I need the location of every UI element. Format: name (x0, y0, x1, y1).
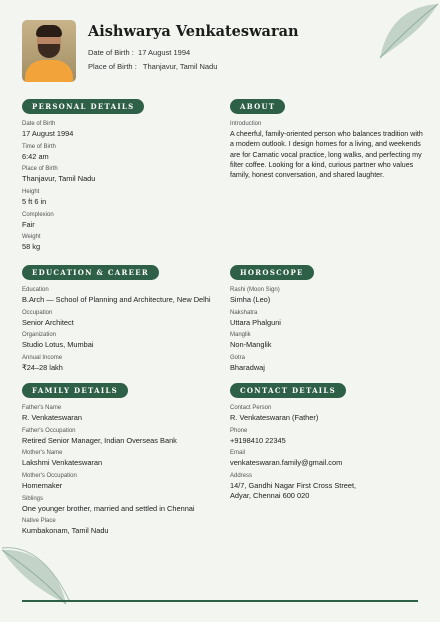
field-value: Thanjavur, Tamil Nadu (22, 174, 96, 184)
section-title-about: ABOUT (230, 99, 285, 114)
family-details-section (22, 380, 217, 541)
field-value: Fair (22, 219, 35, 229)
field-value: Kumbakonam, Tamil Nadu (22, 526, 109, 536)
field-label: Father's Name (22, 405, 62, 411)
field-label: Rashi (Moon Sign) (230, 287, 280, 293)
education-career-section (22, 262, 217, 378)
field-label: Native Place (22, 518, 56, 525)
field-label: Nakshatra (230, 309, 258, 316)
field-label: Annual Income (22, 354, 63, 361)
field-label: Contact Person (230, 405, 272, 411)
profile-photo (22, 20, 76, 82)
footer-divider (22, 600, 418, 602)
field-value: 17 August 1994 (22, 129, 74, 138)
section-title-education: EDUCATION & CAREER (22, 265, 159, 280)
field-value: Uttara Phalguni (230, 317, 281, 327)
leaf-decoration-top-icon (360, 0, 440, 70)
field-label: Email (230, 450, 246, 457)
section-title-contact: CONTACT DETAILS (230, 383, 346, 398)
field-value: B.Arch — School of Planning and Architecture, New Delhi (22, 295, 211, 304)
field-label: Phone (230, 427, 248, 434)
field-value: Senior Architect (22, 317, 74, 327)
email-value[interactable]: venkateswaran.family@gmail.com (230, 458, 343, 468)
header-pob-value: Thanjavur, Tamil Nadu (142, 62, 218, 71)
field-value: 14/7, Gandhi Nagar First Cross Street, Adyar, Chennai 600 020 (230, 480, 357, 500)
about-text: A cheerful, family-oriented person who balances tradition with a modern outlook. I design homes for a living, and weekends are for Carnatic vocal practice, long walks, and perfecting my filter coffee. Looking for a kind, curious partner who values family, honest conversation, and shared laughter. (230, 130, 423, 180)
field-label: Address (230, 472, 253, 479)
section-title-personal: PERSONAL DETAILS (22, 99, 144, 114)
about-section (230, 96, 425, 180)
field-value: Bharadwaj (230, 362, 265, 372)
field-label: Gotra (230, 354, 246, 361)
section-title-family: FAMILY DETAILS (22, 383, 128, 398)
header-dob (88, 48, 299, 57)
profile-name: Aishwarya Venkateswaran (88, 23, 299, 40)
field-label: Mother's Name (22, 450, 63, 457)
field-label: Siblings (22, 495, 44, 502)
field-label: Date of Birth (22, 121, 56, 127)
field-value: Non-Manglik (230, 340, 272, 350)
field-value: Retired Senior Manager, Indian Overseas Bank (22, 435, 177, 445)
field-label: Height (22, 188, 40, 195)
field-value: Lakshmi Venkateswaran (22, 458, 103, 468)
header-dob-value: 17 August 1994 (138, 48, 191, 57)
personal-details-section (22, 96, 217, 257)
section-title-horoscope: HOROSCOPE (230, 265, 314, 280)
field-value: R. Venkateswaran (Father) (230, 413, 319, 422)
field-value: R. Venkateswaran (22, 413, 82, 422)
field-value: 6:42 am (22, 151, 49, 161)
header-pob-label: Place of Birth : (88, 62, 137, 71)
field-value: ₹24–28 lakh (22, 362, 63, 372)
field-label: Organization (22, 332, 57, 339)
horoscope-section (230, 262, 425, 378)
field-label: Place of Birth (22, 166, 58, 173)
field-value: Simha (Leo) (230, 295, 271, 304)
field-label: Occupation (22, 309, 53, 316)
field-label: Mother's Occupation (22, 472, 77, 479)
contact-details-section (230, 380, 425, 505)
field-value: Homemaker (22, 480, 63, 490)
header-dob-label: Date of Birth : (88, 48, 134, 57)
field-value: One younger brother, married and settled in Chennai (22, 503, 195, 513)
field-label: Father's Occupation (22, 427, 76, 434)
field-label: Education (22, 287, 49, 293)
field-label: Complexion (22, 211, 54, 218)
field-label: Weight (22, 234, 41, 241)
field-value: +9198410 22345 (230, 435, 286, 445)
field-value: 5 ft 6 in (22, 196, 47, 206)
header-pob (88, 62, 299, 71)
field-label: Manglik (230, 332, 251, 339)
field-value: Studio Lotus, Mumbai (22, 340, 94, 350)
profile-header (22, 20, 299, 82)
field-label: Time of Birth (22, 143, 56, 150)
field-label: Introduction (230, 121, 262, 127)
field-value: 58 kg (22, 242, 41, 252)
